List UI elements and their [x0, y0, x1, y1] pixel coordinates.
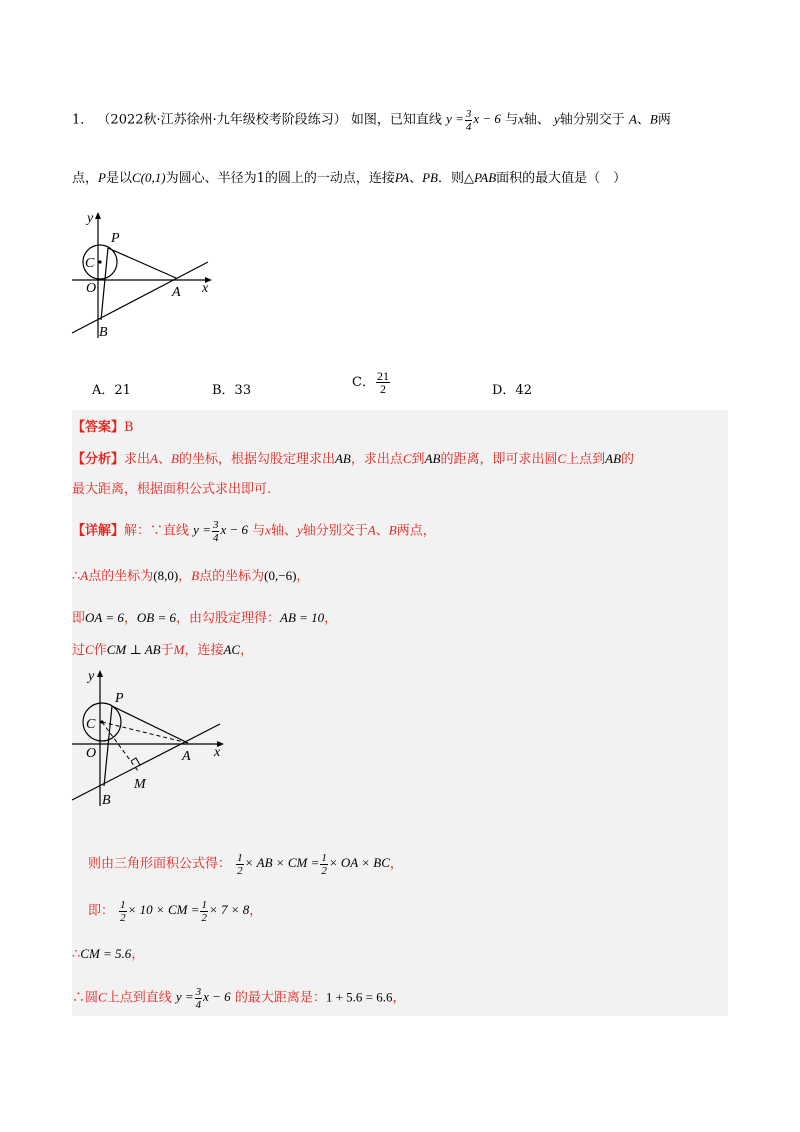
- question-source: （2022秋·江苏徐州·九年级校考阶段练习）: [97, 112, 347, 128]
- question-number: 1．: [72, 112, 94, 128]
- segment-PA: [112, 706, 188, 743]
- label-C: C: [85, 256, 95, 271]
- line-AB: [72, 262, 208, 333]
- line-AB: [72, 724, 220, 800]
- answer-line: 【答案】B: [72, 420, 134, 435]
- figure-2: [68, 664, 238, 814]
- label-y: y: [87, 211, 94, 226]
- label-O: O: [86, 281, 97, 296]
- label-x: x: [202, 281, 209, 296]
- label-M: M: [134, 777, 146, 792]
- label-A: A: [182, 749, 191, 764]
- question-line-1: 1． （2022秋·江苏徐州·九年级校考阶段练习） 如图，已知直线 y = $\frac{3}{4}$ x − 6 与x轴、 y轴分别交于 A、B两: [72, 108, 671, 133]
- detail-line-3: 即OA = 6，OB = 6，由勾股定理得：AB = 10，: [72, 610, 338, 626]
- label-y: y: [88, 669, 95, 684]
- step-line-8: ∴圆C上点到直线 y = $\frac{3}{4}$ x − 6 的最大距离是：1 + 5.6 = 6.6，: [72, 986, 406, 1011]
- label-B: B: [99, 325, 108, 340]
- detail-line-4: 过C作CM ⊥ AB于M，连接AC，: [72, 642, 254, 658]
- equation-line: y = $\frac{3}{4}$ x − 6: [446, 108, 501, 133]
- label-O: O: [86, 746, 97, 761]
- segment-PB: [101, 248, 108, 320]
- question-line-2: 点，P是以C(0,1)为圆心、半径为1的圆上的一动点，连接PA、PB．则△PAB面积的最大值是（ ）: [72, 170, 627, 186]
- label-B: B: [102, 793, 111, 808]
- option-c: C． $\frac{21}{2}$: [352, 369, 389, 396]
- segment-PB: [104, 706, 112, 786]
- center-point: C(0,1): [131, 170, 166, 185]
- detail-line-2: ∴A点的坐标为(8,0)，B点的坐标为(0,−6)，: [72, 568, 310, 584]
- step-line-5: 则由三角形面积公式得： $\frac{1}{2}$ × AB × CM = $\frac{1}{2}$ × OA × BC，: [88, 852, 403, 877]
- analysis-line-2: 最大距离，根据面积公式求出即可.: [72, 482, 272, 497]
- option-b: B．33: [212, 383, 252, 398]
- label-P: P: [111, 231, 120, 246]
- label-A: A: [172, 285, 181, 300]
- label-P: P: [115, 691, 124, 706]
- analysis-line-1: 【分析】求出A、B的坐标，根据勾股定理求出AB，求出点C到AB的距离，即可求出圆C上点到AB的: [72, 451, 635, 467]
- segment-PA: [108, 248, 176, 278]
- answer-value: B: [124, 420, 134, 435]
- option-d: D．42: [492, 383, 532, 398]
- detail-line-1: 【详解】解：∵直线 y = $\frac{3}{4}$ x − 6 与x轴、y轴分别交于A、B两点，: [72, 519, 436, 544]
- step-line-6: 即： $\frac{1}{2}$ × 10 × CM = $\frac{1}{2}$ × 7 × 8，: [88, 899, 263, 924]
- label-C: C: [86, 717, 96, 732]
- option-a: A．21: [92, 383, 131, 398]
- figure-1: [68, 208, 228, 348]
- label-x: x: [214, 745, 221, 760]
- step-line-7: ∴CM = 5.6，: [72, 946, 145, 962]
